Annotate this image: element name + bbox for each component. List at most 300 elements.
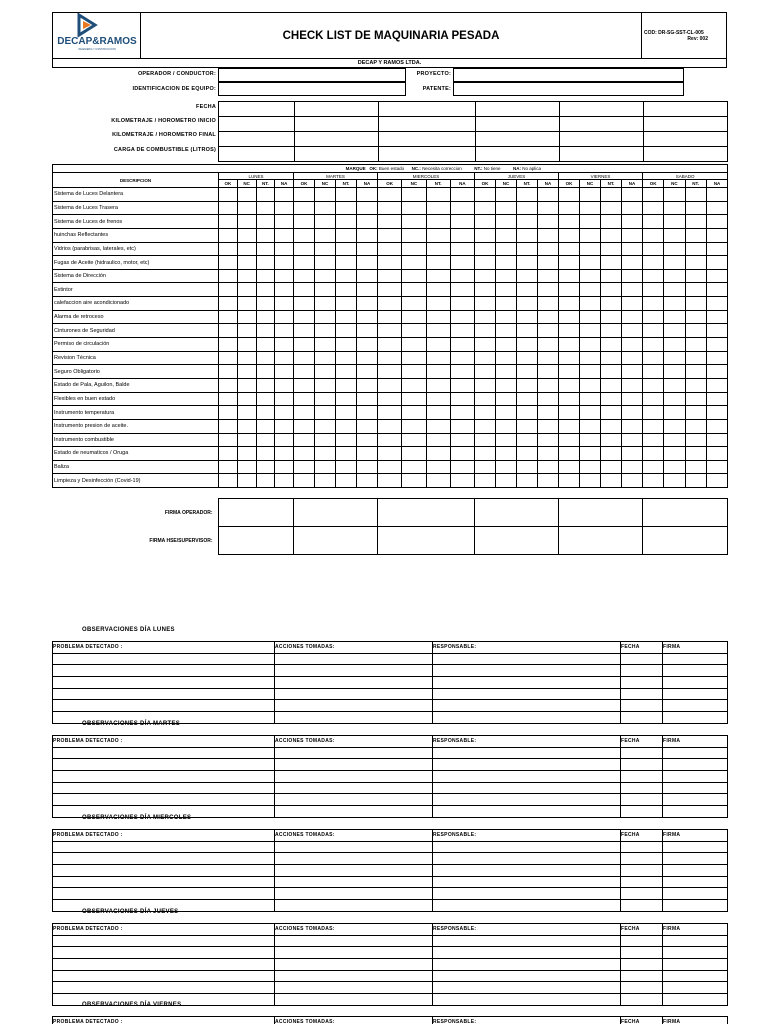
check-cell[interactable] (559, 324, 580, 338)
check-cell[interactable] (237, 324, 256, 338)
firma-supervisor-cell[interactable] (474, 527, 558, 555)
check-cell[interactable] (538, 419, 559, 433)
check-cell[interactable] (357, 228, 378, 242)
check-cell[interactable] (426, 460, 450, 474)
obs-cell-firma[interactable] (663, 876, 728, 888)
check-cell[interactable] (475, 310, 496, 324)
check-cell[interactable] (622, 365, 643, 379)
obs-cell-responsable[interactable] (433, 747, 621, 759)
obs-cell-acciones[interactable] (275, 959, 433, 971)
check-cell[interactable] (685, 419, 706, 433)
obs-cell-fecha[interactable] (621, 935, 663, 947)
check-cell[interactable] (315, 433, 336, 447)
check-cell[interactable] (706, 378, 728, 392)
check-cell[interactable] (538, 283, 559, 297)
check-cell[interactable] (315, 378, 336, 392)
check-cell[interactable] (426, 433, 450, 447)
check-cell[interactable] (237, 447, 256, 461)
check-cell[interactable] (275, 283, 294, 297)
check-cell[interactable] (496, 378, 517, 392)
check-cell[interactable] (315, 460, 336, 474)
obs-cell-fecha[interactable] (621, 653, 663, 665)
patente-field[interactable] (453, 82, 684, 96)
check-cell[interactable] (601, 256, 622, 270)
obs-cell-fecha[interactable] (621, 970, 663, 982)
check-cell[interactable] (601, 310, 622, 324)
check-cell[interactable] (685, 433, 706, 447)
check-cell[interactable] (475, 283, 496, 297)
check-cell[interactable] (336, 242, 357, 256)
obs-cell-firma[interactable] (663, 970, 728, 982)
check-cell[interactable] (496, 269, 517, 283)
check-cell[interactable] (622, 433, 643, 447)
check-cell[interactable] (450, 392, 474, 406)
check-cell[interactable] (219, 256, 238, 270)
check-cell[interactable] (294, 392, 315, 406)
check-cell[interactable] (496, 338, 517, 352)
check-cell[interactable] (496, 228, 517, 242)
obs-cell-acciones[interactable] (275, 782, 433, 794)
obs-cell-firma[interactable] (663, 688, 728, 700)
check-cell[interactable] (643, 297, 664, 311)
check-cell[interactable] (402, 283, 426, 297)
check-cell[interactable] (706, 228, 728, 242)
check-cell[interactable] (256, 433, 275, 447)
check-cell[interactable] (336, 201, 357, 215)
obs-cell-firma[interactable] (663, 653, 728, 665)
check-cell[interactable] (294, 351, 315, 365)
obs-cell-fecha[interactable] (621, 794, 663, 806)
obs-cell-acciones[interactable] (275, 759, 433, 771)
obs-cell-problema[interactable] (53, 876, 275, 888)
check-cell[interactable] (496, 419, 517, 433)
check-cell[interactable] (336, 351, 357, 365)
check-cell[interactable] (402, 297, 426, 311)
check-cell[interactable] (402, 365, 426, 379)
check-cell[interactable] (378, 201, 402, 215)
check-cell[interactable] (601, 351, 622, 365)
check-cell[interactable] (475, 419, 496, 433)
obs-cell-acciones[interactable] (275, 688, 433, 700)
check-cell[interactable] (294, 201, 315, 215)
check-cell[interactable] (538, 256, 559, 270)
check-cell[interactable] (357, 256, 378, 270)
check-cell[interactable] (580, 242, 601, 256)
check-cell[interactable] (685, 269, 706, 283)
check-cell[interactable] (315, 419, 336, 433)
check-cell[interactable] (601, 283, 622, 297)
km-inicio-day-cell[interactable] (560, 117, 644, 132)
obs-cell-problema[interactable] (53, 865, 275, 877)
check-cell[interactable] (685, 256, 706, 270)
check-cell[interactable] (237, 419, 256, 433)
check-cell[interactable] (580, 460, 601, 474)
check-cell[interactable] (294, 242, 315, 256)
check-cell[interactable] (275, 365, 294, 379)
obs-cell-firma[interactable] (663, 853, 728, 865)
check-cell[interactable] (336, 283, 357, 297)
check-cell[interactable] (622, 242, 643, 256)
obs-cell-responsable[interactable] (433, 677, 621, 689)
check-cell[interactable] (559, 365, 580, 379)
firma-supervisor-cell[interactable] (558, 527, 642, 555)
firma-operador-cell[interactable] (293, 499, 377, 527)
check-cell[interactable] (517, 392, 538, 406)
check-cell[interactable] (685, 188, 706, 202)
check-cell[interactable] (402, 460, 426, 474)
check-cell[interactable] (475, 460, 496, 474)
obs-cell-fecha[interactable] (621, 771, 663, 783)
check-cell[interactable] (256, 392, 275, 406)
check-cell[interactable] (402, 378, 426, 392)
check-cell[interactable] (706, 447, 728, 461)
check-cell[interactable] (496, 351, 517, 365)
check-cell[interactable] (294, 338, 315, 352)
check-cell[interactable] (237, 474, 256, 488)
obs-cell-fecha[interactable] (621, 688, 663, 700)
obs-cell-problema[interactable] (53, 970, 275, 982)
check-cell[interactable] (685, 365, 706, 379)
check-cell[interactable] (601, 215, 622, 229)
check-cell[interactable] (538, 188, 559, 202)
check-cell[interactable] (336, 447, 357, 461)
check-cell[interactable] (450, 338, 474, 352)
check-cell[interactable] (237, 378, 256, 392)
obs-cell-firma[interactable] (663, 947, 728, 959)
check-cell[interactable] (643, 392, 664, 406)
check-cell[interactable] (256, 365, 275, 379)
km-final-day-cell[interactable] (476, 132, 560, 147)
check-cell[interactable] (475, 392, 496, 406)
check-cell[interactable] (275, 447, 294, 461)
obs-cell-problema[interactable] (53, 782, 275, 794)
check-cell[interactable] (378, 242, 402, 256)
check-cell[interactable] (475, 269, 496, 283)
check-cell[interactable] (237, 392, 256, 406)
check-cell[interactable] (664, 406, 685, 420)
obs-cell-problema[interactable] (53, 841, 275, 853)
obs-cell-fecha[interactable] (621, 841, 663, 853)
check-cell[interactable] (496, 201, 517, 215)
check-cell[interactable] (517, 365, 538, 379)
check-cell[interactable] (378, 297, 402, 311)
check-cell[interactable] (517, 201, 538, 215)
check-cell[interactable] (685, 351, 706, 365)
check-cell[interactable] (426, 378, 450, 392)
obs-cell-acciones[interactable] (275, 982, 433, 994)
check-cell[interactable] (580, 365, 601, 379)
obs-cell-firma[interactable] (663, 888, 728, 900)
check-cell[interactable] (275, 215, 294, 229)
check-cell[interactable] (580, 324, 601, 338)
check-cell[interactable] (706, 433, 728, 447)
firma-operador-cell[interactable] (558, 499, 642, 527)
check-cell[interactable] (426, 283, 450, 297)
check-cell[interactable] (219, 419, 238, 433)
obs-cell-acciones[interactable] (275, 747, 433, 759)
check-cell[interactable] (664, 474, 685, 488)
check-cell[interactable] (601, 297, 622, 311)
obs-cell-acciones[interactable] (275, 794, 433, 806)
check-cell[interactable] (378, 310, 402, 324)
check-cell[interactable] (643, 351, 664, 365)
check-cell[interactable] (450, 365, 474, 379)
check-cell[interactable] (275, 201, 294, 215)
check-cell[interactable] (219, 269, 238, 283)
obs-cell-acciones[interactable] (275, 653, 433, 665)
check-cell[interactable] (559, 297, 580, 311)
check-cell[interactable] (402, 474, 426, 488)
operador-field[interactable] (218, 68, 406, 82)
check-cell[interactable] (357, 447, 378, 461)
obs-cell-acciones[interactable] (275, 700, 433, 712)
check-cell[interactable] (378, 215, 402, 229)
check-cell[interactable] (664, 188, 685, 202)
obs-cell-firma[interactable] (663, 794, 728, 806)
check-cell[interactable] (378, 269, 402, 283)
check-cell[interactable] (336, 338, 357, 352)
km-inicio-day-cell[interactable] (476, 117, 560, 132)
check-cell[interactable] (643, 201, 664, 215)
obs-cell-responsable[interactable] (433, 982, 621, 994)
check-cell[interactable] (378, 338, 402, 352)
check-cell[interactable] (622, 310, 643, 324)
check-cell[interactable] (517, 228, 538, 242)
check-cell[interactable] (256, 406, 275, 420)
check-cell[interactable] (219, 392, 238, 406)
check-cell[interactable] (685, 283, 706, 297)
check-cell[interactable] (643, 228, 664, 242)
check-cell[interactable] (517, 433, 538, 447)
check-cell[interactable] (378, 460, 402, 474)
check-cell[interactable] (706, 419, 728, 433)
check-cell[interactable] (336, 433, 357, 447)
check-cell[interactable] (685, 201, 706, 215)
check-cell[interactable] (219, 201, 238, 215)
check-cell[interactable] (336, 297, 357, 311)
check-cell[interactable] (601, 460, 622, 474)
obs-cell-fecha[interactable] (621, 665, 663, 677)
obs-cell-responsable[interactable] (433, 688, 621, 700)
check-cell[interactable] (378, 419, 402, 433)
check-cell[interactable] (378, 365, 402, 379)
check-cell[interactable] (580, 419, 601, 433)
check-cell[interactable] (450, 406, 474, 420)
check-cell[interactable] (219, 242, 238, 256)
check-cell[interactable] (450, 283, 474, 297)
check-cell[interactable] (580, 378, 601, 392)
check-cell[interactable] (496, 474, 517, 488)
obs-cell-responsable[interactable] (433, 970, 621, 982)
check-cell[interactable] (601, 447, 622, 461)
check-cell[interactable] (378, 324, 402, 338)
check-cell[interactable] (219, 433, 238, 447)
check-cell[interactable] (517, 447, 538, 461)
obs-cell-responsable[interactable] (433, 794, 621, 806)
check-cell[interactable] (475, 447, 496, 461)
check-cell[interactable] (706, 297, 728, 311)
obs-cell-firma[interactable] (663, 665, 728, 677)
check-cell[interactable] (378, 256, 402, 270)
check-cell[interactable] (517, 419, 538, 433)
check-cell[interactable] (315, 474, 336, 488)
check-cell[interactable] (475, 228, 496, 242)
km-final-day-cell[interactable] (219, 132, 295, 147)
check-cell[interactable] (402, 215, 426, 229)
check-cell[interactable] (664, 256, 685, 270)
check-cell[interactable] (475, 242, 496, 256)
check-cell[interactable] (336, 378, 357, 392)
check-cell[interactable] (664, 447, 685, 461)
firma-supervisor-cell[interactable] (642, 527, 727, 555)
check-cell[interactable] (475, 351, 496, 365)
check-cell[interactable] (643, 447, 664, 461)
check-cell[interactable] (601, 474, 622, 488)
check-cell[interactable] (219, 351, 238, 365)
carga-day-cell[interactable] (560, 147, 644, 162)
check-cell[interactable] (237, 256, 256, 270)
obs-cell-fecha[interactable] (621, 700, 663, 712)
check-cell[interactable] (402, 310, 426, 324)
check-cell[interactable] (357, 242, 378, 256)
check-cell[interactable] (357, 297, 378, 311)
obs-cell-fecha[interactable] (621, 959, 663, 971)
check-cell[interactable] (538, 447, 559, 461)
check-cell[interactable] (357, 188, 378, 202)
check-cell[interactable] (237, 433, 256, 447)
firma-operador-cell[interactable] (377, 499, 474, 527)
check-cell[interactable] (357, 269, 378, 283)
obs-cell-responsable[interactable] (433, 947, 621, 959)
check-cell[interactable] (622, 201, 643, 215)
check-cell[interactable] (580, 215, 601, 229)
check-cell[interactable] (357, 201, 378, 215)
check-cell[interactable] (664, 338, 685, 352)
check-cell[interactable] (538, 365, 559, 379)
check-cell[interactable] (275, 297, 294, 311)
check-cell[interactable] (315, 201, 336, 215)
check-cell[interactable] (475, 365, 496, 379)
check-cell[interactable] (336, 256, 357, 270)
check-cell[interactable] (402, 269, 426, 283)
km-final-day-cell[interactable] (644, 132, 728, 147)
check-cell[interactable] (426, 392, 450, 406)
obs-cell-fecha[interactable] (621, 712, 663, 724)
check-cell[interactable] (237, 351, 256, 365)
check-cell[interactable] (357, 310, 378, 324)
check-cell[interactable] (237, 338, 256, 352)
obs-cell-acciones[interactable] (275, 771, 433, 783)
check-cell[interactable] (643, 242, 664, 256)
obs-cell-problema[interactable] (53, 794, 275, 806)
check-cell[interactable] (294, 447, 315, 461)
check-cell[interactable] (685, 228, 706, 242)
check-cell[interactable] (256, 378, 275, 392)
check-cell[interactable] (336, 269, 357, 283)
fecha-day-cell[interactable] (295, 102, 379, 117)
check-cell[interactable] (496, 242, 517, 256)
obs-cell-problema[interactable] (53, 653, 275, 665)
check-cell[interactable] (336, 188, 357, 202)
check-cell[interactable] (426, 297, 450, 311)
check-cell[interactable] (517, 474, 538, 488)
check-cell[interactable] (559, 228, 580, 242)
check-cell[interactable] (315, 256, 336, 270)
obs-cell-responsable[interactable] (433, 771, 621, 783)
check-cell[interactable] (336, 406, 357, 420)
check-cell[interactable] (685, 324, 706, 338)
check-cell[interactable] (580, 228, 601, 242)
check-cell[interactable] (219, 283, 238, 297)
check-cell[interactable] (450, 351, 474, 365)
check-cell[interactable] (685, 460, 706, 474)
check-cell[interactable] (315, 297, 336, 311)
check-cell[interactable] (622, 228, 643, 242)
obs-cell-problema[interactable] (53, 959, 275, 971)
obs-cell-fecha[interactable] (621, 947, 663, 959)
check-cell[interactable] (450, 419, 474, 433)
check-cell[interactable] (426, 188, 450, 202)
check-cell[interactable] (517, 297, 538, 311)
obs-cell-firma[interactable] (663, 900, 728, 912)
check-cell[interactable] (622, 269, 643, 283)
check-cell[interactable] (685, 392, 706, 406)
check-cell[interactable] (275, 256, 294, 270)
check-cell[interactable] (706, 338, 728, 352)
obs-cell-fecha[interactable] (621, 888, 663, 900)
firma-operador-cell[interactable] (474, 499, 558, 527)
check-cell[interactable] (256, 269, 275, 283)
check-cell[interactable] (357, 215, 378, 229)
check-cell[interactable] (643, 215, 664, 229)
obs-cell-responsable[interactable] (433, 853, 621, 865)
check-cell[interactable] (538, 201, 559, 215)
km-inicio-day-cell[interactable] (379, 117, 476, 132)
check-cell[interactable] (580, 297, 601, 311)
check-cell[interactable] (378, 433, 402, 447)
check-cell[interactable] (336, 215, 357, 229)
check-cell[interactable] (426, 256, 450, 270)
check-cell[interactable] (559, 392, 580, 406)
check-cell[interactable] (475, 215, 496, 229)
check-cell[interactable] (426, 419, 450, 433)
check-cell[interactable] (685, 406, 706, 420)
firma-supervisor-cell[interactable] (293, 527, 377, 555)
check-cell[interactable] (601, 378, 622, 392)
check-cell[interactable] (315, 188, 336, 202)
fecha-day-cell[interactable] (476, 102, 560, 117)
obs-cell-fecha[interactable] (621, 876, 663, 888)
check-cell[interactable] (336, 419, 357, 433)
check-cell[interactable] (402, 392, 426, 406)
fecha-day-cell[interactable] (219, 102, 295, 117)
obs-cell-acciones[interactable] (275, 876, 433, 888)
carga-day-cell[interactable] (219, 147, 295, 162)
check-cell[interactable] (496, 283, 517, 297)
check-cell[interactable] (357, 406, 378, 420)
check-cell[interactable] (517, 338, 538, 352)
check-cell[interactable] (580, 351, 601, 365)
check-cell[interactable] (643, 283, 664, 297)
check-cell[interactable] (237, 228, 256, 242)
check-cell[interactable] (622, 406, 643, 420)
check-cell[interactable] (664, 269, 685, 283)
check-cell[interactable] (706, 242, 728, 256)
check-cell[interactable] (643, 365, 664, 379)
check-cell[interactable] (256, 351, 275, 365)
check-cell[interactable] (275, 242, 294, 256)
check-cell[interactable] (706, 392, 728, 406)
